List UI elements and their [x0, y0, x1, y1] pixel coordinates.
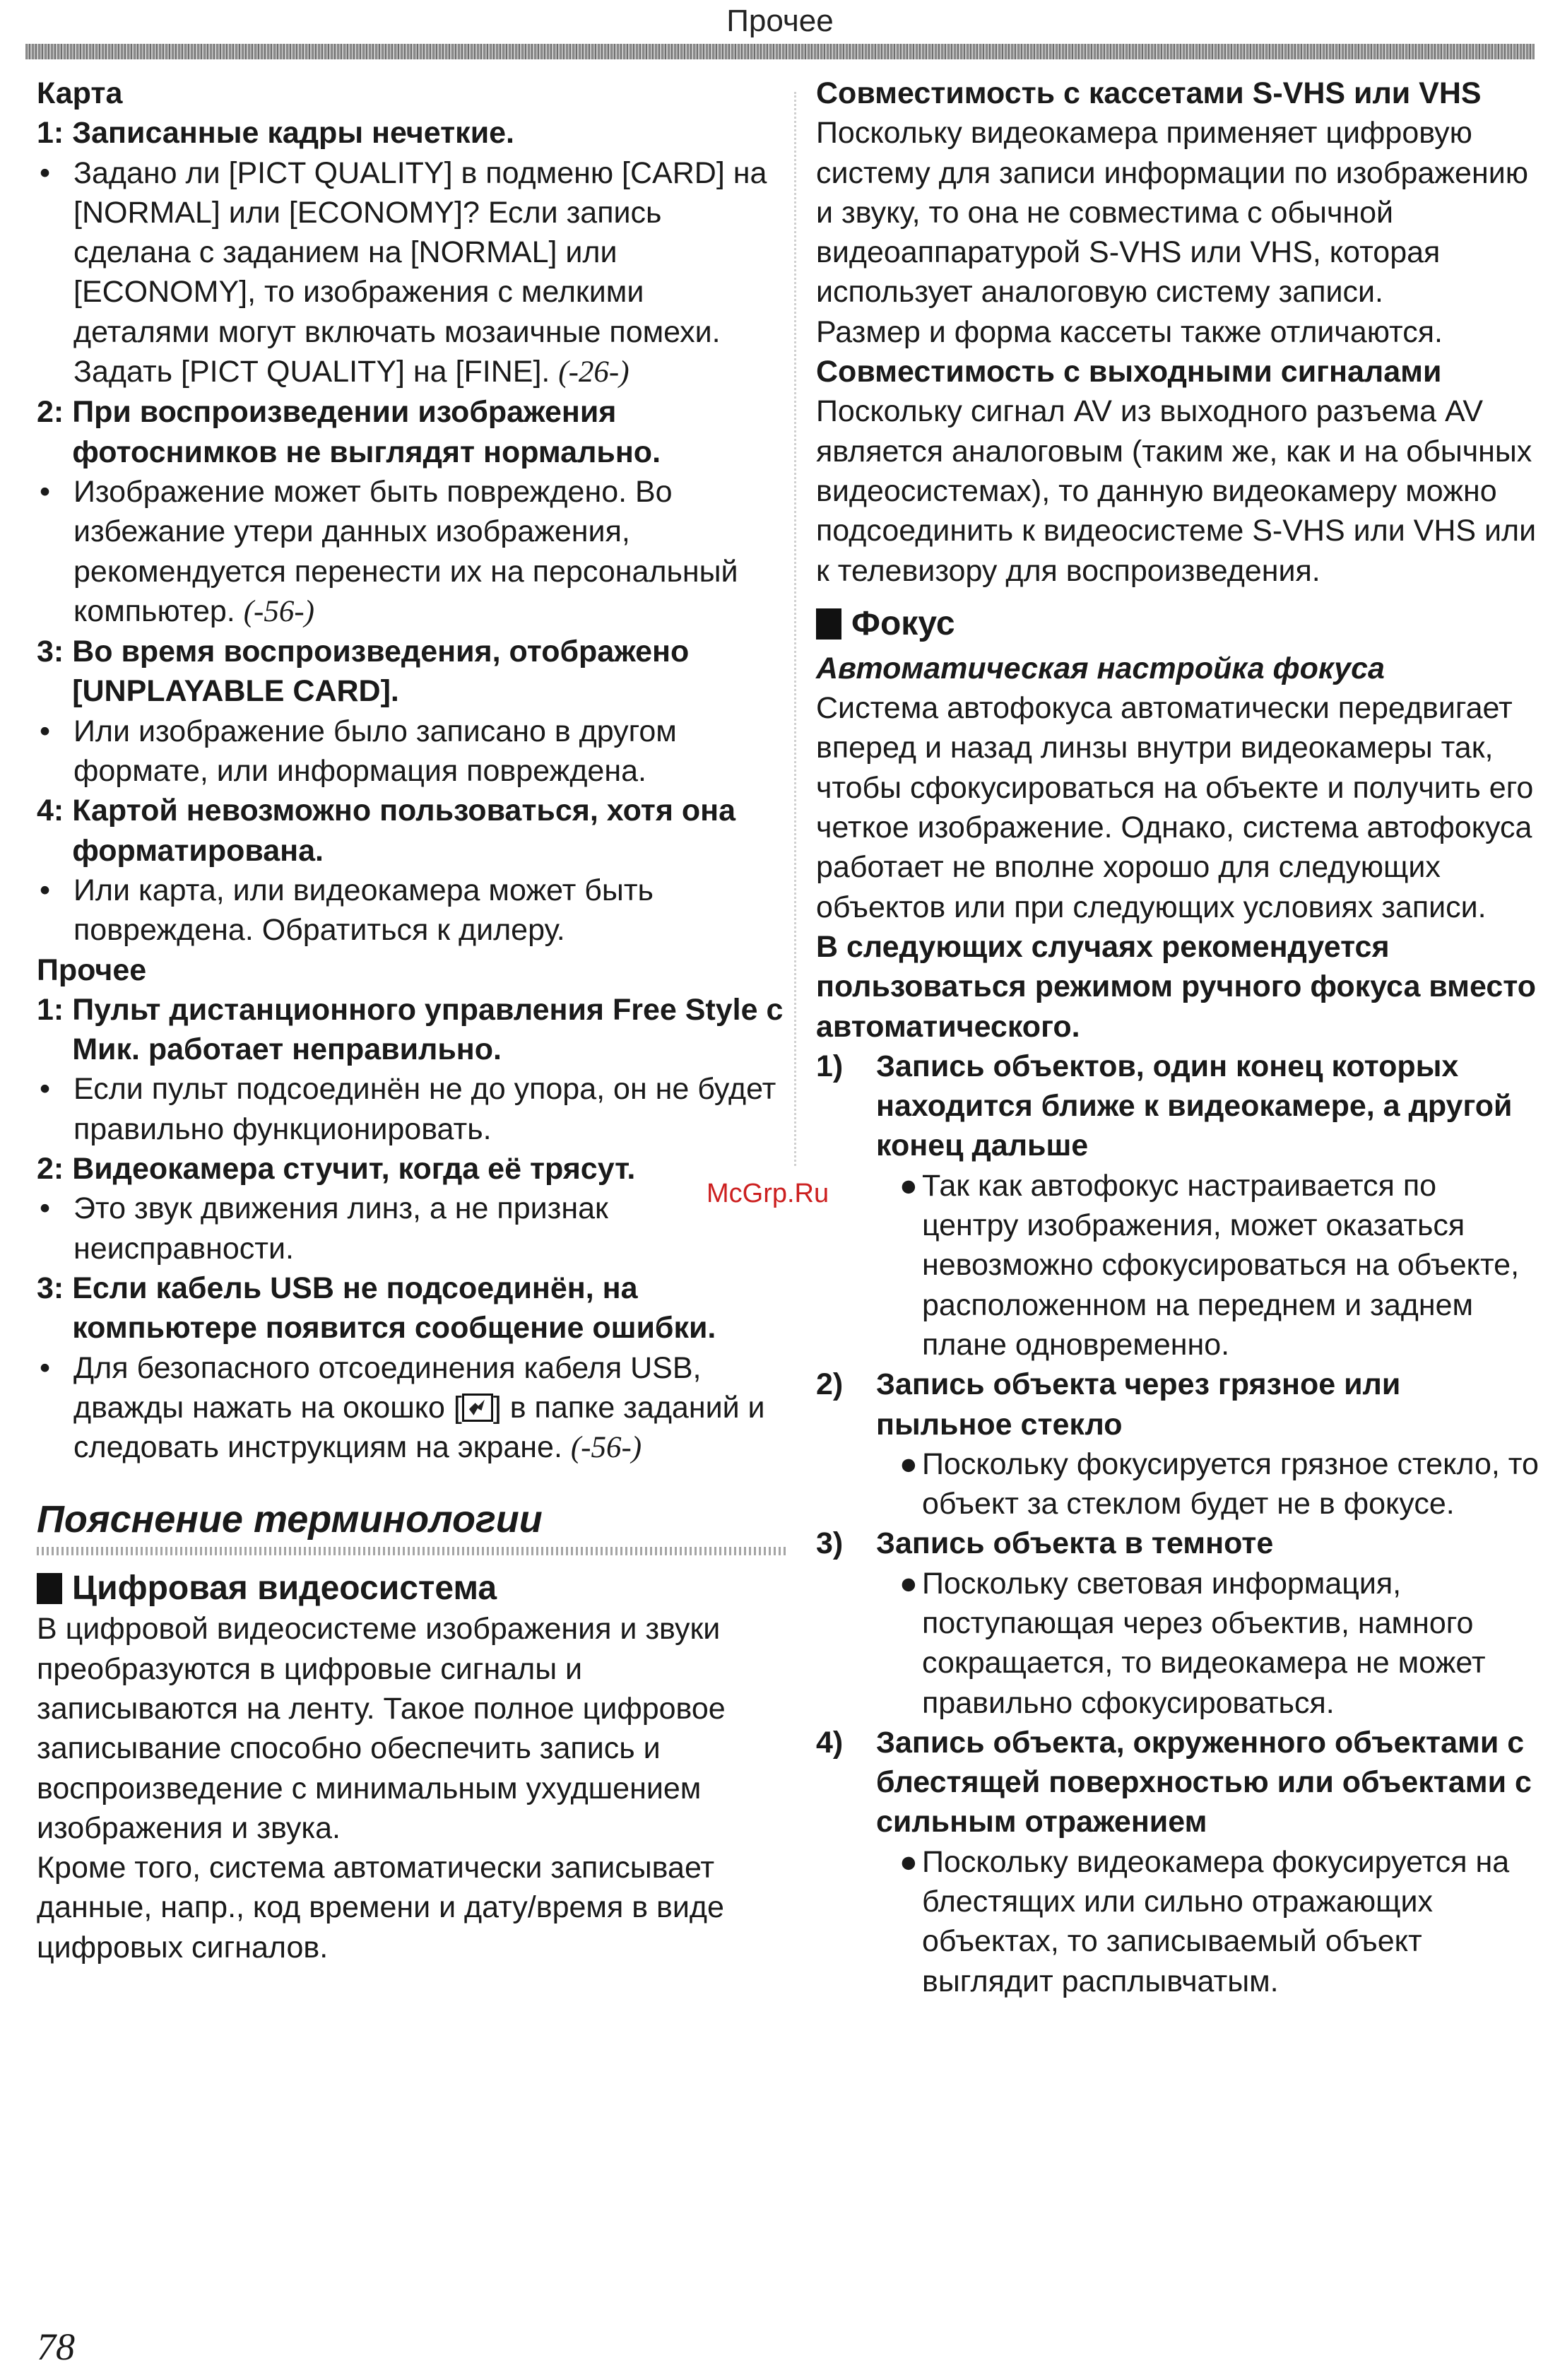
bullet-icon: •: [40, 1350, 51, 1385]
digital-video-paragraph-1: В цифровой видеосистеме изображения и звуки преобразуются в цифровые сигналы и записываются на ленту. Такое полное цифровое записывание способно обеспечить запись и воспроизведение с минимальным ухудшением изображения и звука.: [37, 1612, 726, 1845]
bullet-icon: ●: [899, 1566, 918, 1601]
section-rule: [37, 1547, 786, 1555]
card-issue-2-bullet: • Изображение может быть повреждено. Во избежание утери данных изображения, рекомендуется перенести их на персональный компьютер. (-56-): [37, 472, 786, 632]
focus-case-3: 3) Запись объекта в темноте ● Поскольку световая информация, поступающая через объектив, намного сокращается, то видеокамера не может правильно сфокусироваться.: [816, 1524, 1540, 1722]
focus-heading: Фокус: [816, 603, 1540, 644]
square-bullet-icon: [816, 608, 841, 640]
focus-case-2: 2) Запись объекта через грязное или пыльное стекло ● Поскольку фокусируется грязное стекло, то объект за стеклом будет не в фокусе.: [816, 1365, 1540, 1524]
card-issue-4: 4: Картой невозможно пользоваться, хотя она форматирована.: [37, 794, 736, 868]
other-issue-3: 3: Если кабель USB не подсоединён, на компьютере появится сообщение ошибки.: [37, 1271, 716, 1345]
digital-video-heading: Цифровая видеосистема: [37, 1568, 786, 1609]
bullet-icon: •: [40, 155, 51, 190]
watermark: McGrp.Ru: [707, 1179, 829, 1208]
card-issue-3: 3: Во время воспроизведения, отображено [UNPLAYABLE CARD].: [37, 635, 690, 709]
autofocus-subtitle: Автоматическая настройка фокуса: [816, 651, 1385, 685]
bullet-icon: •: [40, 1072, 51, 1107]
bullet-icon: •: [40, 873, 51, 907]
other-title: Прочее: [37, 953, 147, 987]
card-issue-1: 1: Записанные кадры нечеткие.: [37, 116, 514, 151]
other-issue-3-bullet: • Для безопасного отсоединения кабеля USB, дважды нажать на окошко [ ] в папке заданий и следовать инструкциям на экране. (-56-): [37, 1348, 786, 1468]
bullet-icon: •: [40, 1191, 51, 1226]
card-issue-1-bullet: • Задано ли [PICT QUALITY] в подменю [CARD] на [NORMAL] или [ECONOMY]? Если запись сделана с заданием на [NORMAL] или [ECONOMY], то изображения с мелкими деталями могут включать мозаичные помехи. Задать [PICT QUALITY] на [FINE]. (-26-): [37, 153, 786, 393]
other-issue-2-bullet: • Это звук движения линз, а не признак неисправности.: [37, 1189, 786, 1268]
card-issue-3-bullet: • Или изображение было записано в другом формате, или информация повреждена.: [37, 712, 786, 791]
safely-remove-hardware-icon: [462, 1394, 493, 1422]
running-header-title: Прочее: [726, 4, 834, 38]
header-bar: [25, 44, 1535, 59]
card-title: Карта: [37, 76, 123, 110]
bullet-icon: ●: [899, 1844, 918, 1879]
column-divider: [794, 92, 796, 1166]
other-issue-1-bullet: • Если пульт подсоединён не до упора, он не будет правильно функционировать.: [37, 1069, 786, 1149]
other-issue-2: 2: Видеокамера стучит, когда её трясут.: [37, 1152, 636, 1186]
right-column: [816, 73, 1540, 2001]
compat-paragraph-2: Размер и форма кассеты также отличаются.: [816, 314, 1443, 349]
page-number: 78: [37, 2326, 75, 2368]
focus-case-1: 1) Запись объектов, один конец которых находится ближе к видеокамере, а другой конец дальше ● Так как автофокус настраивается по центру изображения, может оказаться невозможно сфокусироваться на объекте, расположенном на переднем и заднем плане одновременно.: [816, 1047, 1540, 1365]
output-paragraph: Поскольку сигнал AV из выходного разъема AV является аналоговым (таким же, как и на обычных видеосистемах), то данную видеокамеру можно подсоединить к видеосистеме S-VHS или VHS или к телевизору для воспроизведения.: [816, 394, 1537, 588]
bullet-icon: ●: [899, 1447, 918, 1481]
page-header: [0, 0, 1560, 68]
section-heading-terminology: Пояснение терминологии: [37, 1498, 543, 1541]
other-issue-1: 1: Пульт дистанционного управления Free Style с Мик. работает неправильно.: [37, 992, 784, 1067]
bullet-icon: •: [40, 714, 51, 748]
card-issue-4-bullet: • Или карта, или видеокамера может быть повреждена. Обратиться к дилеру.: [37, 871, 786, 950]
output-title: Совместимость с выходными сигналами: [816, 355, 1442, 389]
compat-paragraph: Поскольку видеокамера применяет цифровую систему для записи информации по изображению и звуку, то она не совместима с обычной видеоаппаратурой S-VHS или VHS, которая использует аналоговую систему записи.: [816, 116, 1528, 310]
compat-title: Совместимость с кассетами S-VHS или VHS: [816, 76, 1482, 110]
focus-case-4: 4) Запись объекта, окруженного объектами с блестящей поверхностью или объектами с сильным отражением ● Поскольку видеокамера фокусируется на блестящих или сильно отражающих объектах, то записываемый объект выглядит расплывчатым.: [816, 1723, 1540, 2001]
bullet-icon: •: [40, 474, 51, 509]
digital-video-paragraph-2: Кроме того, система автоматически записывает данные, напр., код времени и дату/время в виде цифровых сигналов.: [37, 1851, 724, 1964]
bullet-icon: ●: [899, 1168, 918, 1203]
card-issue-2: 2: При воспроизведении изображения фотоснимков не выглядят нормально.: [37, 395, 661, 469]
square-bullet-icon: [37, 1573, 62, 1604]
autofocus-paragraph: Система автофокуса автоматически передвигает вперед и назад линзы внутри видеокамеры так, чтобы сфокусироваться на объекте и получить его четкое изображение. Однако, система автофокуса работает не вполне хорошо для следующих объектов или при следующих условиях записи.: [816, 691, 1534, 924]
recommendation: В следующих случаях рекомендуется пользоваться режимом ручного фокуса вместо автоматического.: [816, 929, 1537, 1044]
left-column: [37, 73, 786, 1967]
